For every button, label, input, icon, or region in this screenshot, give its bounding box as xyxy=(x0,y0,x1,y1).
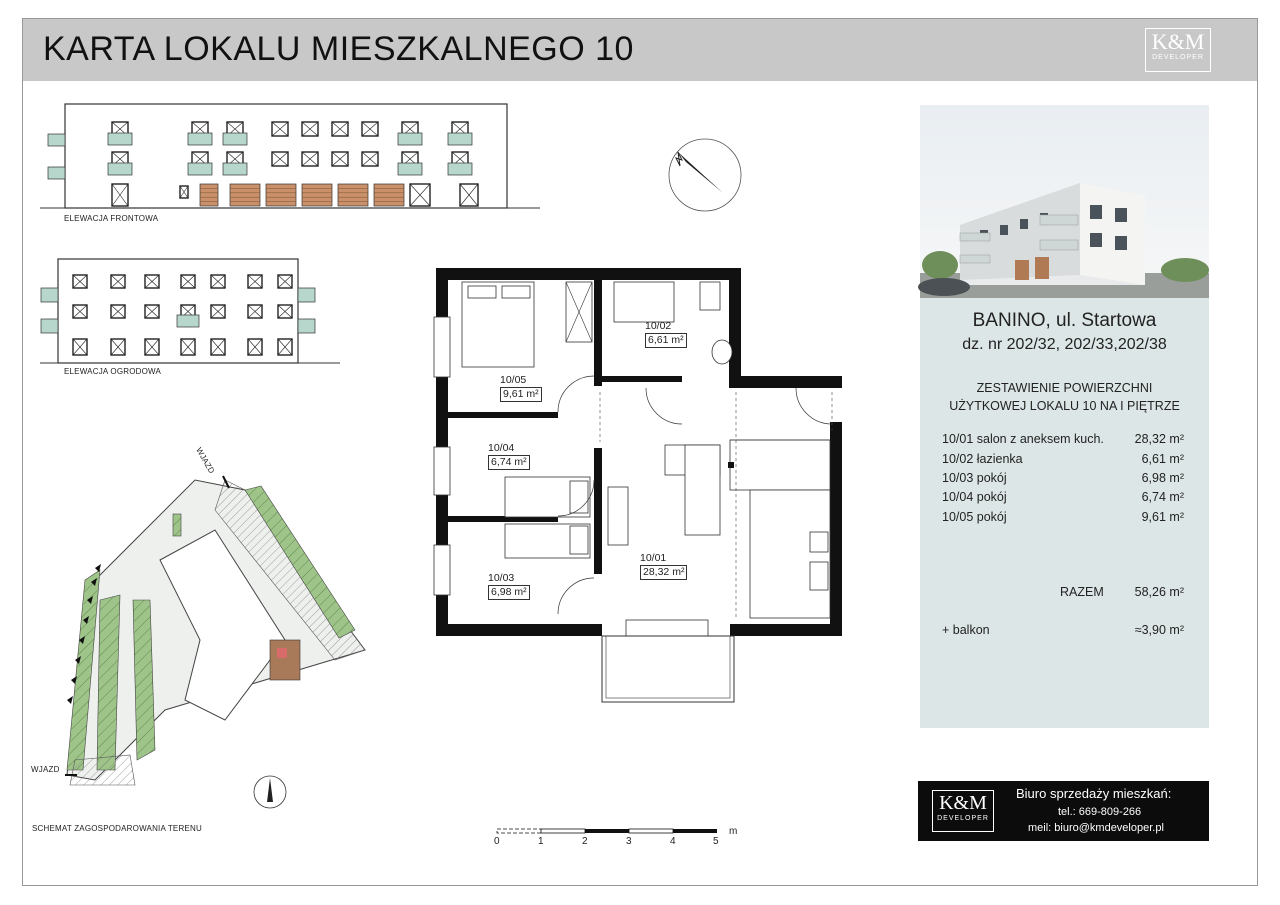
area-label: 10/04 pokój xyxy=(942,490,1007,504)
room-area: 9,61 m² xyxy=(500,387,542,402)
scale-tick: 4 xyxy=(670,836,676,847)
balcony-label: + balkon xyxy=(942,623,990,637)
room-label-10-05 xyxy=(500,374,542,402)
balcony xyxy=(177,315,199,327)
scale-bar xyxy=(497,826,717,836)
entrance-label-left: WJAZD xyxy=(31,765,60,774)
floor-plan-drawing xyxy=(430,262,850,707)
scale-tick: 5 xyxy=(713,836,719,847)
header-bar xyxy=(23,19,1257,81)
room-area: 6,98 m² xyxy=(488,585,530,600)
balcony xyxy=(108,133,132,145)
balcony xyxy=(448,133,472,145)
balcony xyxy=(398,133,422,145)
balcony xyxy=(223,133,247,145)
balcony xyxy=(223,163,247,175)
site-plan-drawing xyxy=(55,440,385,800)
compass-icon xyxy=(668,138,742,212)
room-id: 10/04 xyxy=(488,442,515,454)
room-label-10-03 xyxy=(488,572,530,600)
area-row xyxy=(942,471,1184,485)
front-elevation-drawing xyxy=(40,100,540,212)
area-row xyxy=(942,432,1184,446)
scale-unit: m xyxy=(729,826,738,837)
balcony xyxy=(398,163,422,175)
garden-elevation-label: ELEWACJA OGRODOWA xyxy=(64,367,162,376)
garage-door xyxy=(230,184,260,206)
room-id: 10/05 xyxy=(500,374,527,386)
logo-text: K&M xyxy=(1151,29,1205,54)
area-label: 10/01 salon z aneksem kuch. xyxy=(942,432,1104,446)
location-title: BANINO, ul. Startowa xyxy=(972,310,1157,331)
logo-subtext: DEVELOPER xyxy=(937,815,989,822)
area-row xyxy=(942,490,1184,504)
sales-email[interactable]: meil: biuro@kmdeveloper.pl xyxy=(1028,822,1164,834)
area-value: 6,61 m² xyxy=(1141,452,1184,466)
room-label-10-02 xyxy=(645,320,687,348)
total-label: RAZEM xyxy=(1060,585,1104,599)
room-label-10-04 xyxy=(488,442,530,470)
room-area: 6,61 m² xyxy=(645,333,687,348)
logo-subtext: DEVELOPER xyxy=(1152,54,1204,61)
site-plan-label: SCHEMAT ZAGOSPODAROWANIA TERENU xyxy=(32,824,202,833)
room-id: 10/01 xyxy=(640,552,667,564)
area-value: 6,98 m² xyxy=(1141,471,1184,485)
balcony xyxy=(108,163,132,175)
balcony xyxy=(188,133,212,145)
sales-office-title: Biuro sprzedaży mieszkań: xyxy=(1016,786,1172,801)
summary-heading-line2: UŻYTKOWEJ LOKALU 10 NA I PIĘTRZE xyxy=(949,399,1180,413)
area-value: 9,61 m² xyxy=(1141,510,1184,524)
garage-door xyxy=(200,184,218,206)
total-value: 58,26 m² xyxy=(1134,585,1184,599)
scale-tick: 0 xyxy=(494,836,500,847)
front-elevation-label: ELEWACJA FRONTOWA xyxy=(64,214,159,223)
room-id: 10/03 xyxy=(488,572,515,584)
balcony-value: ≈3,90 m² xyxy=(1134,623,1184,637)
room-label-10-01 xyxy=(640,552,687,580)
garage-door xyxy=(374,184,404,206)
balcony-row xyxy=(942,623,1184,637)
building-render-image xyxy=(920,105,1209,298)
garden-elevation-drawing xyxy=(40,255,340,367)
sales-phone[interactable]: tel.: 669-809-266 xyxy=(1058,806,1142,818)
balcony xyxy=(188,163,212,175)
garage-door xyxy=(302,184,332,206)
area-row xyxy=(942,452,1184,466)
area-value: 28,32 m² xyxy=(1134,432,1184,446)
km-logo xyxy=(1145,28,1211,72)
area-label: 10/02 łazienka xyxy=(942,452,1023,466)
logo-text: K&M xyxy=(939,792,987,814)
room-area: 6,74 m² xyxy=(488,455,530,470)
area-label: 10/05 pokój xyxy=(942,510,1007,524)
garage-door xyxy=(338,184,368,206)
room-id: 10/02 xyxy=(645,320,672,332)
sales-office-box xyxy=(918,781,1209,841)
area-value: 6,74 m² xyxy=(1141,490,1184,504)
km-logo xyxy=(932,790,994,832)
balcony xyxy=(448,163,472,175)
scale-tick: 2 xyxy=(582,836,588,847)
area-label: 10/03 pokój xyxy=(942,471,1007,485)
scale-tick: 1 xyxy=(538,836,544,847)
parcel-numbers: dz. nr 202/32, 202/33,202/38 xyxy=(962,336,1167,353)
area-row xyxy=(942,510,1184,524)
summary-heading-line1: ZESTAWIENIE POWIERZCHNI xyxy=(976,381,1153,395)
entrance-label-top: WJAZD xyxy=(194,446,217,476)
scale-tick: 3 xyxy=(626,836,632,847)
page-title: KARTA LOKALU MIESZKALNEGO 10 xyxy=(43,30,634,68)
room-area: 28,32 m² xyxy=(640,565,687,580)
garage-door xyxy=(266,184,296,206)
